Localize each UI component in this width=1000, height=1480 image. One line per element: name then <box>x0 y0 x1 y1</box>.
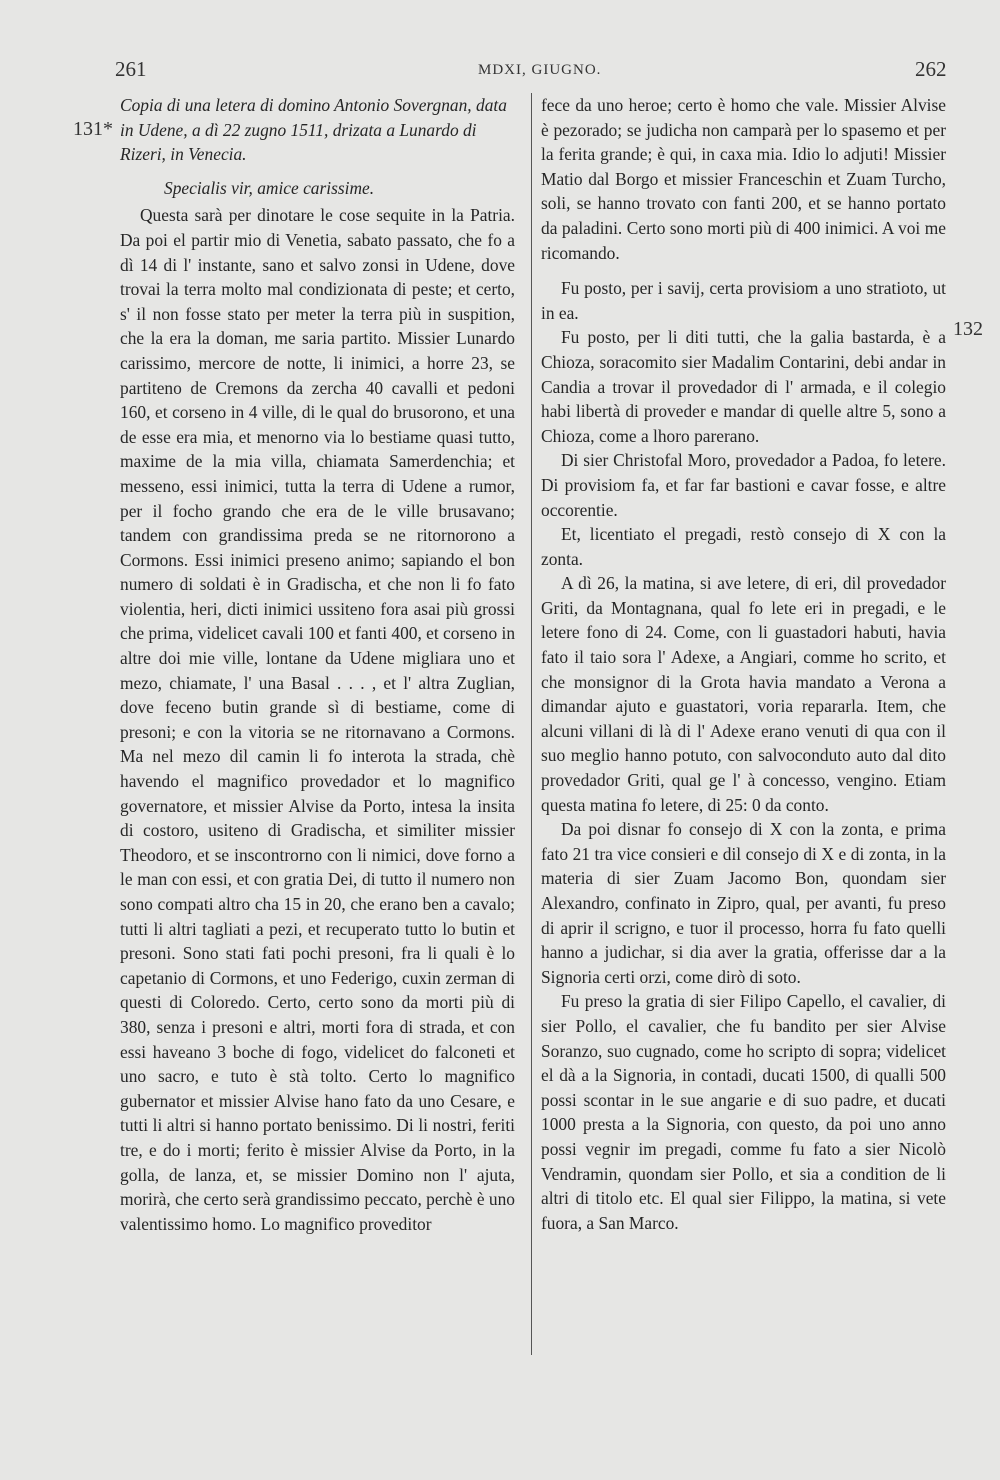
right-page-number: 262 <box>915 57 947 81</box>
letter-title: Copia di una letera di domino Antonio Sovergnan, data in Udene, a dì 22 zugno 1511, drizata a Lunardo di Rizeri, in Venecia. <box>120 95 507 165</box>
paragraph-filipo-capello: Fu preso la gratia di sier Filipo Capello, el cavalier, di sier Pollo, el cavalier, che fu bandito per sier Alvise Soranzo, suo cugnado, come ho scripto di sopra; videlicet el dà a la Signoria, in contadi, ducati 1500, di qualli 500 possi scontar in le sue angarie e di suo padre, et ducati 1000 presta a la Signoria, con questo, da poi uno anno possi vegnir im pregadi, comme fu fato a sier Nicolò Vendramin, quondam sier Pollo, et sia a condition de li altri di titolo etc. El qual sier Filippo, la matina, si vete fuora, a San Marco. <box>541 991 946 1233</box>
right-column <box>541 93 946 1235</box>
letter-continuation: fece da uno heroe; certo è homo che vale. Missier Alvise è pezorado; se judicha non camparà per lo spasemo et per la ferita grande; è qui, in caxa mia. Idio lo adjuti! Missier Matio dal Borgo et missier Franceschin et Zuam Turcho, soli, se hanno trovato con fanti 200, et se hanno portato da paladini. Certo sono morti più di 400 inimici. A voi me ricomando. <box>541 95 946 263</box>
margin-note-132: 132 <box>953 318 983 340</box>
paragraph-galia-bastarda: Fu posto, per li diti tutti, che la galia bastarda, è a Chioza, soracomito sier Madalim Contarini, debi andar in Candia a trovar il provedador di l' armada, e il colegio habi libertà di proveder e mandar di quelle altre 5, sono a Chioza, come a lhoro parerano. <box>541 327 946 446</box>
paragraph-consejo-x: Et, licentiato el pregadi, restò consejo di X con la zonta. <box>541 524 946 569</box>
paragraph-zuam-jacomo-bon: Da poi disnar fo consejo di X con la zonta, e prima fato 21 tra vice consieri e dil consejo di X e di zonta, in la materia di sier Zuam Jacomo Bon, quondam sier Alexandro, confinato in Zipro, qual, per avanti, fu preso di aprir il scrigno, e tuor il processo, horra fu fato quelli hanno a judichar, si dia aver la gratia, offerisse dar a la Signoria certi orzi, come dirò di soto. <box>541 819 946 987</box>
letter-salutation: Specialis vir, amice carissime. <box>164 177 375 198</box>
column-divider <box>531 93 532 1355</box>
left-page-number: 261 <box>115 57 147 81</box>
paragraph-griti-montagnana: A dì 26, la matina, si ave letere, di eri, dil provedador Griti, da Montagnana, qual fo lete eri in pregadi, e le letere fono di 24. Come, con li guastadori habuti, havia fato il taio sora l' Adexe, a Angiari, comme ho scrito, et che monsignor di la Grota havia mandato a Verona a dimandar ajuto e guastatori, voria repararla. Item, che alcuni villani di là di l' Adexe erano venuti di qua con il suo meglio hanno potuto, con salvoconduto auto dal dito provedador Griti, qual ge l' à concesso, vengino. Etiam questa matina fo letere, di 25: 0 da conto. <box>541 573 946 815</box>
letter-body: Questa sarà per dinotare le cose sequite in la Patria. Da poi el partir mio di Venetia, sabato passato, che fo a dì 14 di l' instante, sano et salvo zonsi in Udene, dove trovai la terra molto mal condizionata di peste; et certo, s' il non fosse stato per meter la terra più in suspition, che la era la doman, me saria partito. Missier Lunardo carissimo, mercore de notte, li inimici, a horre 23, se partiteno de Cremons da zercha 40 cavalli et pedoni 160, et corseno in 4 ville, di le qual do brusorono, et una de esse era mia, et menorno via lo bestiame quasi tutto, maxime de la mia villa, chiamata Samerdenchia; et messeno, essi inimici, tutta la terra di Udene a rumor, per il focho grando che era de le ville brusavano; tandem con grandissima preda se ne ritornorono a Cormons. Essi inimici preseno animo; sapiando el bon numero di soldati è in Gradischa, et che non li fo fato violentia, heri, dicti inimici ussiteno fora asai più grossi che prima, videlicet cavali 100 et fanti 400, et corseno in altre doi mie ville, lontane da Udene migliara uno et mezo, chiamate, l' una Basal . . . , et l' altra Zuglian, dove feceno butin grande sì di bestiame, come di presoni; e con la vitoria se ne ritornavano a Cormons. Ma nel mezo dil camin li fo interota la strada, chè havendo el magnifico provedador et lo magnifico governatore, et missier Alvise da Porto, intesa la insita di costoro, usiteno di Gradischa, et similiter missier Theodoro, et se inscontrorno con li nimici, dove forno a le man con essi, et con gratia Dei, di tutto il numero non sono compati altro cha 15 in 20, che erano ben a cavalo; tutti li altri tagliati a pezi, et recuperato tutto lo butin et presoni. Sono stati fati pochi presoni, fra li quali è lo capetanio di Cormons, et uno Federigo, cuxin zerman di questi di Coloredo. Certo, certo sono da morti più di 380, senza i presoni e altri, morti fora di strada, et con essi haveano 3 boche di fogo, videlicet do falconeti et uno sacro, e tuto è stà tolto. Certo lo magnifico gubernator et missier Alvise hano fato da uno Cesare, e tutti li altri si hanno portato benissimo. Di li nostri, feriti tre, e do i morti; ferito è missier Alvise da Porto, in la golla, de lanza, et, se missier Domino non l' ajuta, morirà, che certo serà grandissimo peccato, perchè è uno valentissimo homo. Lo magnifico proveditor <box>120 205 516 1234</box>
running-header: MDXI, GIUGNO. <box>478 62 602 78</box>
margin-note-131: 131* <box>73 118 113 140</box>
paragraph-stratioto: Fu posto, per i savij, certa provisiom a uno stratioto, ut in ea. <box>541 278 946 323</box>
paragraph-moro-padoa: Di sier Christofal Moro, provedador a Padoa, fo letere. Di provisiom fa, et far far bastioni e cavar fosse, e altre occorentie. <box>541 450 946 520</box>
left-column <box>120 93 515 1236</box>
